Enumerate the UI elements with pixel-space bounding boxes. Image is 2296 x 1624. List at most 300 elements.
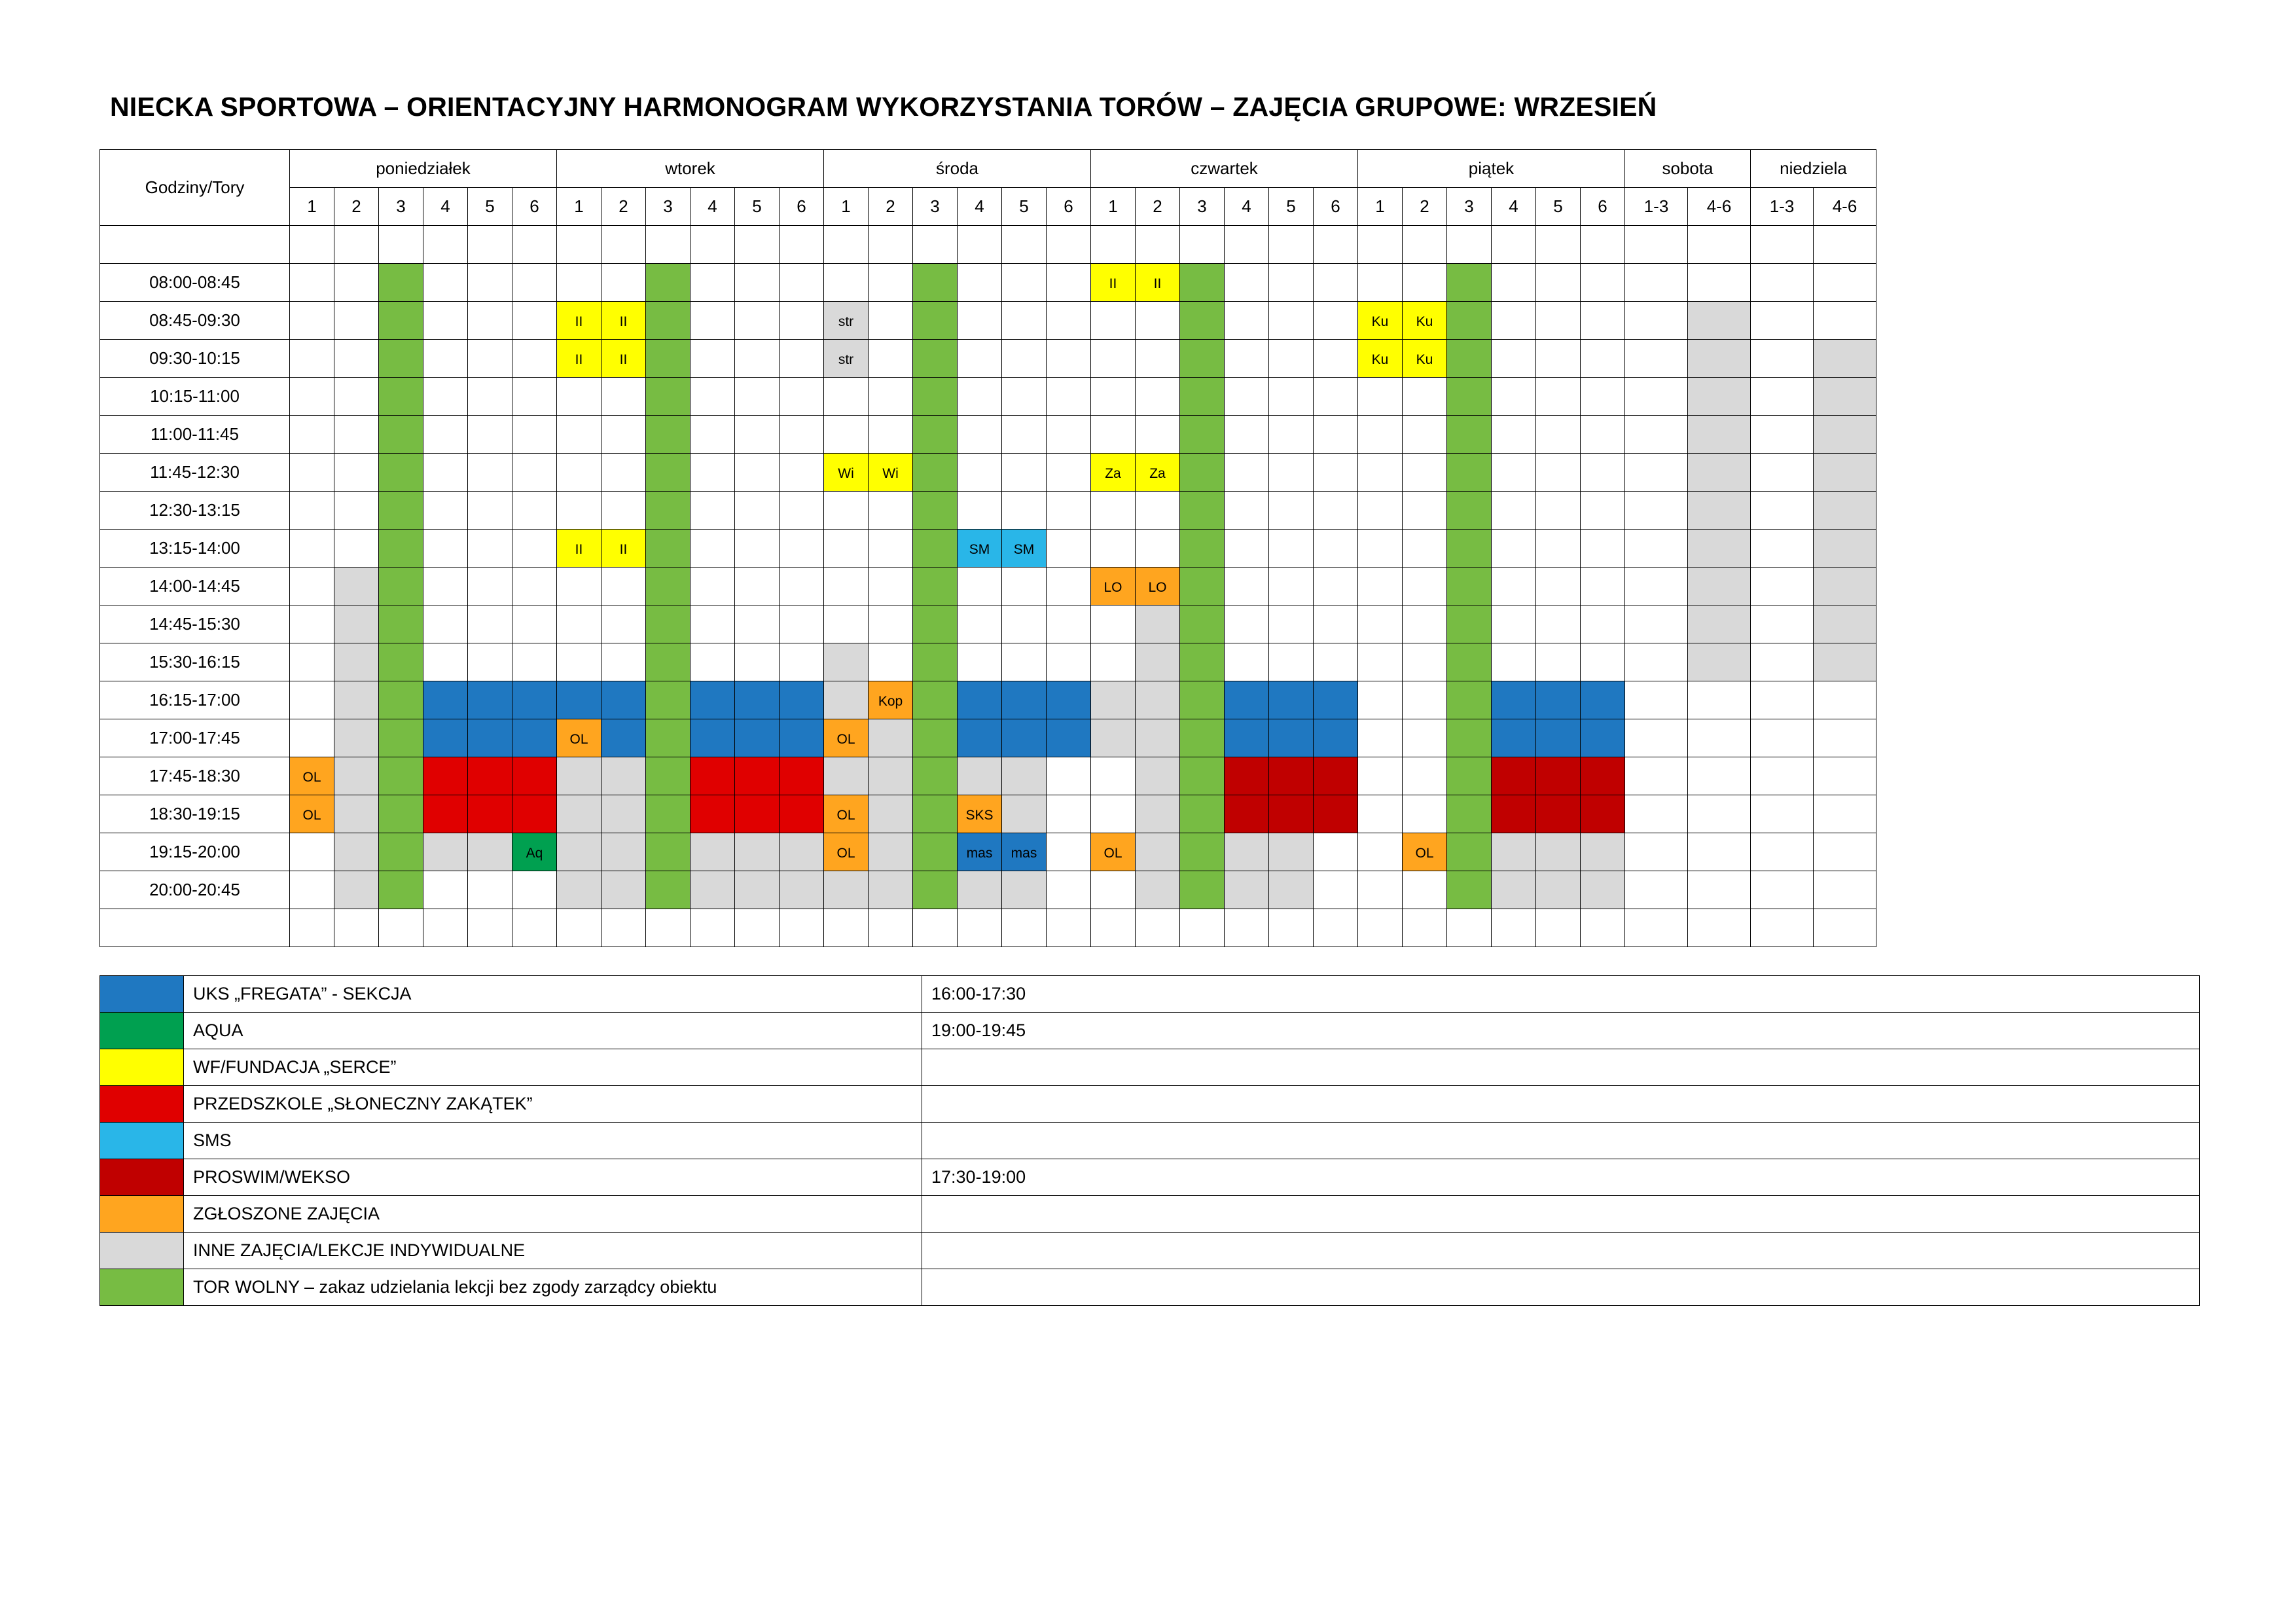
schedule-cell[interactable] xyxy=(1536,378,1581,416)
schedule-cell[interactable] xyxy=(913,530,958,568)
schedule-cell[interactable] xyxy=(1814,605,1876,643)
schedule-cell[interactable] xyxy=(780,719,824,757)
schedule-cell[interactable] xyxy=(1403,340,1447,378)
schedule-cell[interactable] xyxy=(1314,681,1358,719)
schedule-cell[interactable] xyxy=(1180,605,1225,643)
schedule-cell[interactable] xyxy=(1180,757,1225,795)
schedule-cell[interactable] xyxy=(468,795,512,833)
schedule-cell[interactable] xyxy=(557,340,601,378)
schedule-cell[interactable] xyxy=(1625,378,1688,416)
schedule-cell[interactable] xyxy=(1136,871,1180,909)
schedule-cell[interactable] xyxy=(1358,530,1403,568)
schedule-cell[interactable] xyxy=(780,378,824,416)
schedule-cell[interactable] xyxy=(1403,871,1447,909)
schedule-cell[interactable] xyxy=(557,795,601,833)
schedule-cell[interactable] xyxy=(735,568,780,605)
schedule-cell[interactable] xyxy=(1225,530,1269,568)
schedule-cell[interactable] xyxy=(1688,605,1751,643)
schedule-cell[interactable] xyxy=(1814,643,1876,681)
schedule-cell[interactable] xyxy=(557,719,601,757)
schedule-cell[interactable] xyxy=(646,568,691,605)
schedule-cell[interactable] xyxy=(1314,416,1358,454)
schedule-cell[interactable] xyxy=(1358,454,1403,492)
schedule-cell[interactable] xyxy=(691,302,735,340)
schedule-cell[interactable] xyxy=(913,454,958,492)
schedule-cell[interactable] xyxy=(1047,681,1091,719)
schedule-cell[interactable] xyxy=(1492,643,1536,681)
schedule-cell[interactable] xyxy=(1581,530,1625,568)
schedule-cell[interactable] xyxy=(290,757,334,795)
schedule-cell[interactable] xyxy=(869,605,913,643)
schedule-cell[interactable] xyxy=(1447,492,1492,530)
schedule-cell[interactable] xyxy=(468,605,512,643)
schedule-cell[interactable] xyxy=(1492,871,1536,909)
schedule-cell[interactable] xyxy=(646,492,691,530)
schedule-cell[interactable] xyxy=(1447,454,1492,492)
schedule-cell[interactable] xyxy=(512,302,557,340)
schedule-cell[interactable] xyxy=(1269,340,1314,378)
schedule-cell[interactable] xyxy=(1492,340,1536,378)
schedule-cell[interactable] xyxy=(423,681,468,719)
schedule-cell[interactable] xyxy=(1269,530,1314,568)
schedule-cell[interactable] xyxy=(1002,795,1047,833)
schedule-cell[interactable] xyxy=(1269,757,1314,795)
schedule-cell[interactable] xyxy=(557,378,601,416)
schedule-cell[interactable] xyxy=(334,340,379,378)
schedule-cell[interactable] xyxy=(1136,605,1180,643)
schedule-cell[interactable] xyxy=(423,643,468,681)
schedule-cell[interactable] xyxy=(334,264,379,302)
schedule-cell[interactable] xyxy=(1447,378,1492,416)
schedule-cell[interactable] xyxy=(1136,264,1180,302)
schedule-cell[interactable] xyxy=(1091,416,1136,454)
schedule-cell[interactable] xyxy=(1136,681,1180,719)
schedule-cell[interactable] xyxy=(1225,757,1269,795)
schedule-cell[interactable] xyxy=(1403,719,1447,757)
schedule-cell[interactable] xyxy=(290,378,334,416)
schedule-cell[interactable] xyxy=(334,795,379,833)
schedule-cell[interactable] xyxy=(557,681,601,719)
schedule-cell[interactable] xyxy=(1447,605,1492,643)
schedule-cell[interactable] xyxy=(1625,264,1688,302)
schedule-cell[interactable] xyxy=(1091,871,1136,909)
schedule-cell[interactable] xyxy=(1269,568,1314,605)
schedule-cell[interactable] xyxy=(1136,530,1180,568)
schedule-cell[interactable] xyxy=(1358,871,1403,909)
schedule-cell[interactable] xyxy=(646,416,691,454)
schedule-cell[interactable] xyxy=(1403,681,1447,719)
schedule-cell[interactable] xyxy=(1180,833,1225,871)
schedule-cell[interactable] xyxy=(334,643,379,681)
schedule-cell[interactable] xyxy=(1180,568,1225,605)
schedule-cell[interactable] xyxy=(290,833,334,871)
schedule-cell[interactable] xyxy=(290,340,334,378)
schedule-cell[interactable] xyxy=(557,757,601,795)
schedule-cell[interactable] xyxy=(1447,416,1492,454)
schedule-cell[interactable] xyxy=(379,378,423,416)
schedule-cell[interactable] xyxy=(1536,795,1581,833)
schedule-cell[interactable] xyxy=(1180,416,1225,454)
schedule-cell[interactable] xyxy=(1314,871,1358,909)
schedule-cell[interactable] xyxy=(512,757,557,795)
schedule-cell[interactable] xyxy=(557,871,601,909)
schedule-cell[interactable] xyxy=(334,757,379,795)
schedule-cell[interactable] xyxy=(1625,568,1688,605)
schedule-cell[interactable] xyxy=(1002,568,1047,605)
schedule-cell[interactable] xyxy=(1447,719,1492,757)
schedule-cell[interactable] xyxy=(780,871,824,909)
schedule-cell[interactable] xyxy=(1581,264,1625,302)
schedule-cell[interactable] xyxy=(1814,454,1876,492)
schedule-cell[interactable] xyxy=(290,568,334,605)
schedule-cell[interactable] xyxy=(958,492,1002,530)
schedule-cell[interactable] xyxy=(1358,643,1403,681)
schedule-cell[interactable] xyxy=(1492,681,1536,719)
schedule-cell[interactable] xyxy=(1492,795,1536,833)
schedule-cell[interactable] xyxy=(824,416,869,454)
schedule-cell[interactable] xyxy=(1002,681,1047,719)
schedule-cell[interactable] xyxy=(1814,871,1876,909)
schedule-cell[interactable] xyxy=(1403,530,1447,568)
schedule-cell[interactable] xyxy=(1269,795,1314,833)
schedule-cell[interactable] xyxy=(1091,264,1136,302)
schedule-cell[interactable] xyxy=(1688,795,1751,833)
schedule-cell[interactable] xyxy=(735,643,780,681)
schedule-cell[interactable] xyxy=(1269,454,1314,492)
schedule-cell[interactable] xyxy=(646,454,691,492)
schedule-cell[interactable] xyxy=(1688,264,1751,302)
schedule-cell[interactable] xyxy=(646,795,691,833)
schedule-cell[interactable] xyxy=(1269,416,1314,454)
schedule-cell[interactable] xyxy=(1751,681,1814,719)
schedule-cell[interactable] xyxy=(913,871,958,909)
schedule-cell[interactable] xyxy=(691,340,735,378)
schedule-cell[interactable] xyxy=(1358,681,1403,719)
schedule-cell[interactable] xyxy=(334,416,379,454)
schedule-cell[interactable] xyxy=(1536,454,1581,492)
schedule-cell[interactable] xyxy=(1180,681,1225,719)
schedule-cell[interactable] xyxy=(512,454,557,492)
schedule-cell[interactable] xyxy=(1225,302,1269,340)
schedule-cell[interactable] xyxy=(646,643,691,681)
schedule-cell[interactable] xyxy=(468,681,512,719)
schedule-cell[interactable] xyxy=(423,264,468,302)
schedule-cell[interactable] xyxy=(601,416,646,454)
schedule-cell[interactable] xyxy=(334,871,379,909)
schedule-cell[interactable] xyxy=(1492,833,1536,871)
schedule-cell[interactable] xyxy=(512,681,557,719)
schedule-cell[interactable] xyxy=(379,454,423,492)
schedule-cell[interactable] xyxy=(691,416,735,454)
schedule-cell[interactable] xyxy=(1002,340,1047,378)
schedule-cell[interactable] xyxy=(290,454,334,492)
schedule-cell[interactable] xyxy=(824,871,869,909)
schedule-cell[interactable] xyxy=(379,681,423,719)
schedule-cell[interactable] xyxy=(735,681,780,719)
schedule-cell[interactable] xyxy=(1047,454,1091,492)
schedule-cell[interactable] xyxy=(1536,871,1581,909)
schedule-cell[interactable] xyxy=(824,719,869,757)
schedule-cell[interactable] xyxy=(1581,833,1625,871)
schedule-cell[interactable] xyxy=(1447,833,1492,871)
schedule-cell[interactable] xyxy=(512,719,557,757)
schedule-cell[interactable] xyxy=(1358,492,1403,530)
schedule-cell[interactable] xyxy=(1314,757,1358,795)
schedule-cell[interactable] xyxy=(1091,833,1136,871)
schedule-cell[interactable] xyxy=(290,302,334,340)
schedule-cell[interactable] xyxy=(780,340,824,378)
schedule-cell[interactable] xyxy=(557,605,601,643)
schedule-cell[interactable] xyxy=(1625,454,1688,492)
schedule-cell[interactable] xyxy=(1225,454,1269,492)
schedule-cell[interactable] xyxy=(1091,719,1136,757)
schedule-cell[interactable] xyxy=(869,568,913,605)
schedule-cell[interactable] xyxy=(691,378,735,416)
schedule-cell[interactable] xyxy=(646,757,691,795)
schedule-cell[interactable] xyxy=(1269,302,1314,340)
schedule-cell[interactable] xyxy=(423,302,468,340)
schedule-cell[interactable] xyxy=(691,492,735,530)
schedule-cell[interactable] xyxy=(468,643,512,681)
schedule-cell[interactable] xyxy=(601,643,646,681)
schedule-cell[interactable] xyxy=(1269,378,1314,416)
schedule-cell[interactable] xyxy=(913,795,958,833)
schedule-cell[interactable] xyxy=(1751,833,1814,871)
schedule-cell[interactable] xyxy=(1091,568,1136,605)
schedule-cell[interactable] xyxy=(824,568,869,605)
schedule-cell[interactable] xyxy=(735,340,780,378)
schedule-cell[interactable] xyxy=(780,302,824,340)
schedule-cell[interactable] xyxy=(423,605,468,643)
schedule-cell[interactable] xyxy=(1688,757,1751,795)
schedule-cell[interactable] xyxy=(1047,605,1091,643)
schedule-cell[interactable] xyxy=(780,605,824,643)
schedule-cell[interactable] xyxy=(913,416,958,454)
schedule-cell[interactable] xyxy=(691,605,735,643)
schedule-cell[interactable] xyxy=(869,643,913,681)
schedule-cell[interactable] xyxy=(1625,833,1688,871)
schedule-cell[interactable] xyxy=(1225,416,1269,454)
schedule-cell[interactable] xyxy=(869,757,913,795)
schedule-cell[interactable] xyxy=(1625,340,1688,378)
schedule-cell[interactable] xyxy=(869,795,913,833)
schedule-cell[interactable] xyxy=(1688,643,1751,681)
schedule-cell[interactable] xyxy=(824,681,869,719)
schedule-cell[interactable] xyxy=(423,757,468,795)
schedule-cell[interactable] xyxy=(423,568,468,605)
schedule-cell[interactable] xyxy=(1688,681,1751,719)
schedule-cell[interactable] xyxy=(691,681,735,719)
schedule-cell[interactable] xyxy=(601,605,646,643)
schedule-cell[interactable] xyxy=(334,719,379,757)
schedule-cell[interactable] xyxy=(869,416,913,454)
schedule-cell[interactable] xyxy=(1536,530,1581,568)
schedule-cell[interactable] xyxy=(1047,757,1091,795)
schedule-cell[interactable] xyxy=(1180,871,1225,909)
schedule-cell[interactable] xyxy=(1136,757,1180,795)
schedule-cell[interactable] xyxy=(290,416,334,454)
schedule-cell[interactable] xyxy=(1814,719,1876,757)
schedule-cell[interactable] xyxy=(958,643,1002,681)
schedule-cell[interactable] xyxy=(913,302,958,340)
schedule-cell[interactable] xyxy=(1225,681,1269,719)
schedule-cell[interactable] xyxy=(824,795,869,833)
schedule-cell[interactable] xyxy=(735,302,780,340)
schedule-cell[interactable] xyxy=(1136,795,1180,833)
schedule-cell[interactable] xyxy=(1091,757,1136,795)
schedule-cell[interactable] xyxy=(1751,302,1814,340)
schedule-cell[interactable] xyxy=(334,605,379,643)
schedule-cell[interactable] xyxy=(1492,416,1536,454)
schedule-cell[interactable] xyxy=(1225,568,1269,605)
schedule-cell[interactable] xyxy=(1403,492,1447,530)
schedule-cell[interactable] xyxy=(1536,416,1581,454)
schedule-cell[interactable] xyxy=(1492,568,1536,605)
schedule-cell[interactable] xyxy=(780,681,824,719)
schedule-cell[interactable] xyxy=(824,302,869,340)
schedule-cell[interactable] xyxy=(1314,454,1358,492)
schedule-cell[interactable] xyxy=(1536,492,1581,530)
schedule-cell[interactable] xyxy=(1180,795,1225,833)
schedule-cell[interactable] xyxy=(824,643,869,681)
schedule-cell[interactable] xyxy=(468,264,512,302)
schedule-cell[interactable] xyxy=(512,643,557,681)
schedule-cell[interactable] xyxy=(1358,568,1403,605)
schedule-cell[interactable] xyxy=(1180,378,1225,416)
schedule-cell[interactable] xyxy=(1581,605,1625,643)
schedule-cell[interactable] xyxy=(1751,340,1814,378)
schedule-cell[interactable] xyxy=(379,416,423,454)
schedule-cell[interactable] xyxy=(1814,378,1876,416)
schedule-cell[interactable] xyxy=(913,568,958,605)
schedule-cell[interactable] xyxy=(869,378,913,416)
schedule-cell[interactable] xyxy=(1536,719,1581,757)
schedule-cell[interactable] xyxy=(1492,492,1536,530)
schedule-cell[interactable] xyxy=(1688,568,1751,605)
schedule-cell[interactable] xyxy=(1814,568,1876,605)
schedule-cell[interactable] xyxy=(468,454,512,492)
schedule-cell[interactable] xyxy=(1002,378,1047,416)
schedule-cell[interactable] xyxy=(512,871,557,909)
schedule-cell[interactable] xyxy=(557,492,601,530)
schedule-cell[interactable] xyxy=(869,681,913,719)
schedule-cell[interactable] xyxy=(1358,757,1403,795)
schedule-cell[interactable] xyxy=(512,264,557,302)
schedule-cell[interactable] xyxy=(512,568,557,605)
schedule-cell[interactable] xyxy=(1002,719,1047,757)
schedule-cell[interactable] xyxy=(1492,302,1536,340)
schedule-cell[interactable] xyxy=(1358,719,1403,757)
schedule-cell[interactable] xyxy=(1047,643,1091,681)
schedule-cell[interactable] xyxy=(379,643,423,681)
schedule-cell[interactable] xyxy=(1091,530,1136,568)
schedule-cell[interactable] xyxy=(1625,530,1688,568)
schedule-cell[interactable] xyxy=(1358,340,1403,378)
schedule-cell[interactable] xyxy=(1269,643,1314,681)
schedule-cell[interactable] xyxy=(646,378,691,416)
schedule-cell[interactable] xyxy=(958,871,1002,909)
schedule-cell[interactable] xyxy=(1581,454,1625,492)
schedule-cell[interactable] xyxy=(1358,833,1403,871)
schedule-cell[interactable] xyxy=(1225,378,1269,416)
schedule-cell[interactable] xyxy=(468,719,512,757)
schedule-cell[interactable] xyxy=(1091,605,1136,643)
schedule-cell[interactable] xyxy=(379,605,423,643)
schedule-cell[interactable] xyxy=(913,340,958,378)
schedule-cell[interactable] xyxy=(1358,416,1403,454)
schedule-cell[interactable] xyxy=(468,302,512,340)
schedule-cell[interactable] xyxy=(1314,264,1358,302)
schedule-cell[interactable] xyxy=(1136,302,1180,340)
schedule-cell[interactable] xyxy=(334,833,379,871)
schedule-cell[interactable] xyxy=(958,568,1002,605)
schedule-cell[interactable] xyxy=(1091,454,1136,492)
schedule-cell[interactable] xyxy=(1625,416,1688,454)
schedule-cell[interactable] xyxy=(735,757,780,795)
schedule-cell[interactable] xyxy=(334,302,379,340)
schedule-cell[interactable] xyxy=(780,492,824,530)
schedule-cell[interactable] xyxy=(1091,492,1136,530)
schedule-cell[interactable] xyxy=(1751,719,1814,757)
schedule-cell[interactable] xyxy=(1447,264,1492,302)
schedule-cell[interactable] xyxy=(423,530,468,568)
schedule-cell[interactable] xyxy=(1091,643,1136,681)
schedule-cell[interactable] xyxy=(1447,871,1492,909)
schedule-cell[interactable] xyxy=(601,795,646,833)
schedule-cell[interactable] xyxy=(869,719,913,757)
schedule-cell[interactable] xyxy=(334,492,379,530)
schedule-cell[interactable] xyxy=(1403,795,1447,833)
schedule-cell[interactable] xyxy=(1314,833,1358,871)
schedule-cell[interactable] xyxy=(780,454,824,492)
schedule-cell[interactable] xyxy=(1625,492,1688,530)
schedule-cell[interactable] xyxy=(1751,264,1814,302)
schedule-cell[interactable] xyxy=(557,264,601,302)
schedule-cell[interactable] xyxy=(1447,302,1492,340)
schedule-cell[interactable] xyxy=(512,530,557,568)
schedule-cell[interactable] xyxy=(1136,719,1180,757)
schedule-cell[interactable] xyxy=(1314,568,1358,605)
schedule-cell[interactable] xyxy=(646,833,691,871)
schedule-cell[interactable] xyxy=(1047,264,1091,302)
schedule-cell[interactable] xyxy=(824,757,869,795)
schedule-cell[interactable] xyxy=(913,833,958,871)
schedule-cell[interactable] xyxy=(1403,833,1447,871)
schedule-cell[interactable] xyxy=(1358,302,1403,340)
schedule-cell[interactable] xyxy=(1269,833,1314,871)
schedule-cell[interactable] xyxy=(1688,416,1751,454)
schedule-cell[interactable] xyxy=(1180,264,1225,302)
schedule-cell[interactable] xyxy=(1447,530,1492,568)
schedule-cell[interactable] xyxy=(557,416,601,454)
schedule-cell[interactable] xyxy=(512,340,557,378)
schedule-cell[interactable] xyxy=(1814,833,1876,871)
schedule-cell[interactable] xyxy=(1536,757,1581,795)
schedule-cell[interactable] xyxy=(646,264,691,302)
schedule-cell[interactable] xyxy=(423,795,468,833)
schedule-cell[interactable] xyxy=(958,416,1002,454)
schedule-cell[interactable] xyxy=(1492,454,1536,492)
schedule-cell[interactable] xyxy=(1358,605,1403,643)
schedule-cell[interactable] xyxy=(512,795,557,833)
schedule-cell[interactable] xyxy=(1814,492,1876,530)
schedule-cell[interactable] xyxy=(780,757,824,795)
schedule-cell[interactable] xyxy=(290,643,334,681)
schedule-cell[interactable] xyxy=(1269,871,1314,909)
schedule-cell[interactable] xyxy=(1581,378,1625,416)
schedule-cell[interactable] xyxy=(1625,302,1688,340)
schedule-cell[interactable] xyxy=(468,568,512,605)
